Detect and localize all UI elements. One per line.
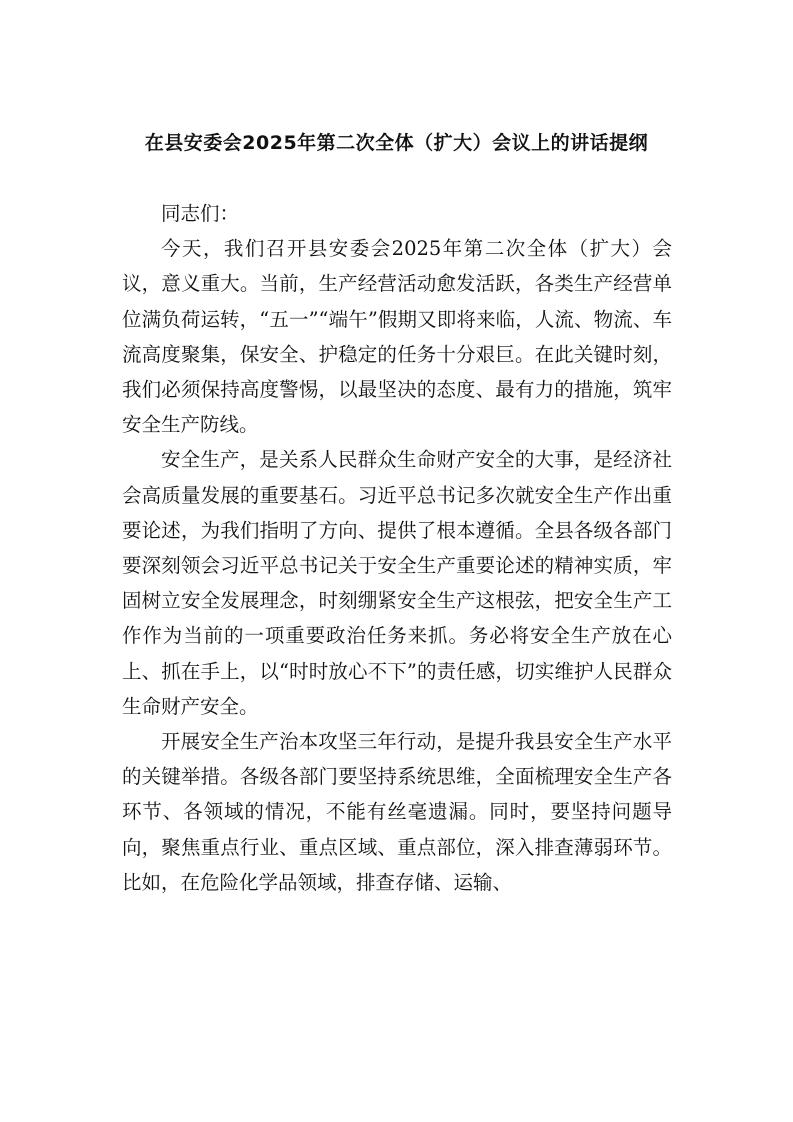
salutation: 同志们： — [161, 202, 240, 225]
document-title: 在县安委会2025年第二次全体（扩大）会议上的讲话提纲 — [144, 132, 649, 154]
paragraph-2: 安全生产，是关系人民群众生命财产安全的大事，是经济社会高质量发展的重要基石。习近平总书记多次就安全生产作出重要论述，为我们指明了方向、提供了根本遵循。全县各级各部门要深刻领会习近平总书记关于安全生产重要论述的精神实质，牢固树立安全发展理念，时刻绷紧安全生产这根弦，把安全生产工作作为当前的一项重要政治任务来抓。务必将安全生产放在心上、抓在手上，以“时时放心不下”的责任感，切实维护人民群众生命财产安全。 — [122, 448, 672, 718]
paragraph-1: 今天，我们召开县安委会2025年第二次全体（扩大）会议，意义重大。当前，生产经营活动愈发活跃，各类生产经营单位满负荷运转，“五一”“端午”假期又即将来临，人流、物流、车流高度聚集，保安全、护稳定的任务十分艰巨。在此关键时刻，我们必须保持高度警惕，以最坚决的态度、最有力的措施，筑牢安全生产防线。 — [122, 237, 672, 437]
paragraph-3: 开展安全生产治本攻坚三年行动，是提升我县安全生产水平的关键举措。各级各部门要坚持系统思维，全面梳理安全生产各环节、各领域的情况，不能有丝毫遗漏。同时，要坚持问题导向，聚焦重点行业、重点区域、重点部位，深入排查薄弱环节。比如，在危险化学品领域，排查存储、运输、 — [122, 730, 672, 894]
document-body — [122, 196, 672, 900]
